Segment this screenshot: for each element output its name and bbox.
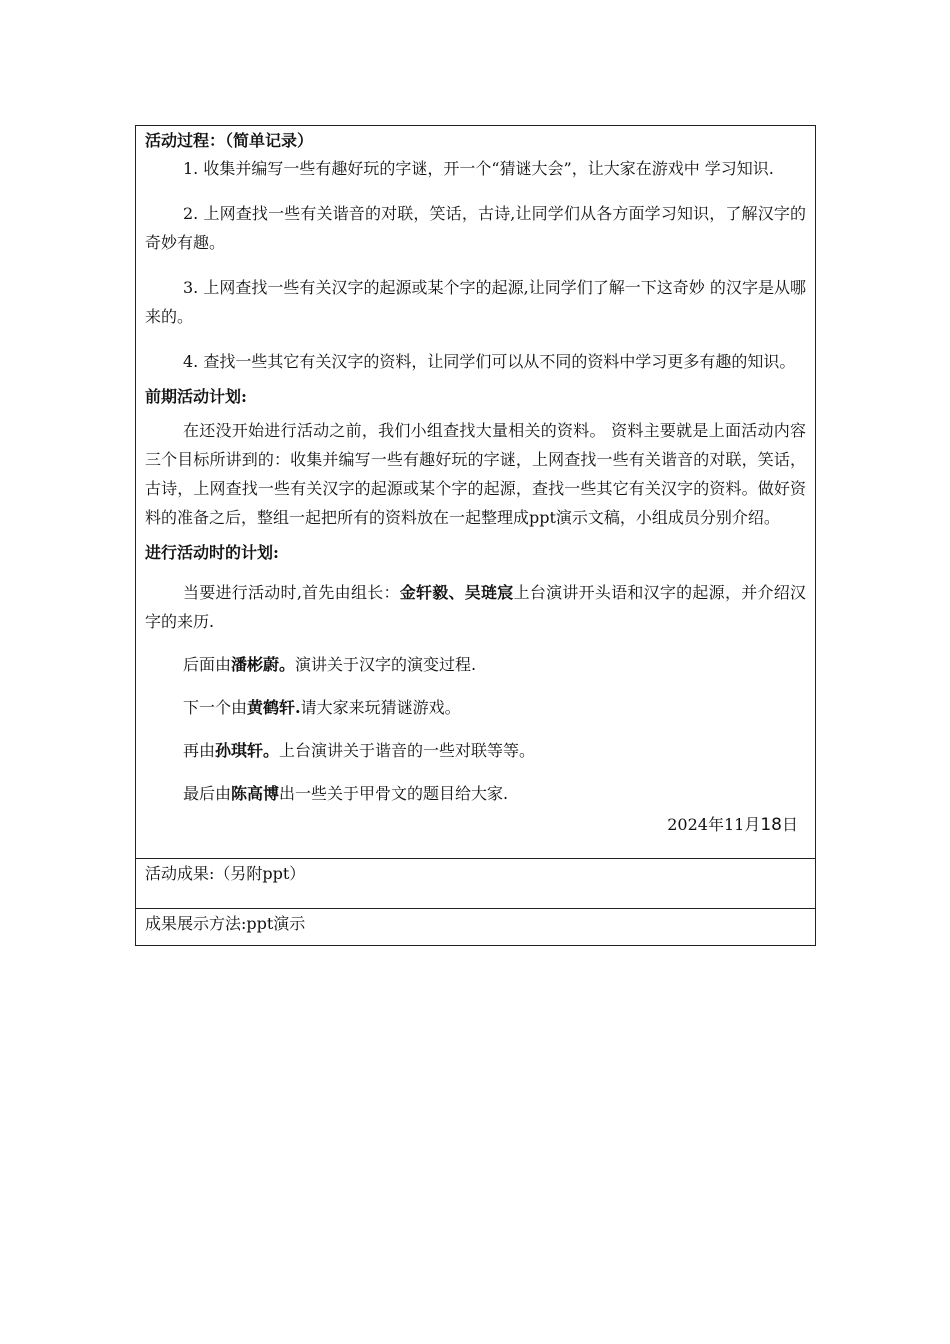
plan-3-after: 请大家来玩猜谜游戏。 [300, 698, 461, 717]
result-display-label: 成果展示方法:ppt演示 [145, 914, 306, 933]
plan-paragraph-1 [145, 578, 806, 636]
plan-5-name: 陈高博 [231, 784, 280, 803]
plan-2-before: 后面由 [183, 655, 232, 674]
activity-result-cell [136, 859, 815, 909]
plan-2-name: 潘彬蔚。 [231, 655, 296, 674]
activity-record-table [135, 125, 816, 946]
process-item-1: 1. 收集并编写一些有趣好玩的字谜，开一个“猜谜大会”，让大家在游戏中 学习知识. [183, 159, 774, 178]
activity-process-cell [136, 126, 815, 859]
plan-3-before: 下一个由 [183, 698, 248, 717]
plan-5-before: 最后由 [183, 784, 232, 803]
plan-paragraph-4 [145, 736, 806, 765]
record-date [145, 810, 806, 840]
activity-result-label: 活动成果:（另附ppt） [145, 864, 306, 883]
process-item-2: 2. 上网查找一些有关谐音的对联，笑话，古诗,让同学们从各方面学习知识，了解汉字的奇妙有趣。 [145, 204, 806, 252]
plan-4-before: 再由 [183, 741, 216, 760]
plan-paragraph-5 [145, 779, 806, 808]
plan-1-names: 金轩毅、吴琏宸 [399, 583, 514, 602]
date-prefix: 2024年11月 [667, 815, 761, 834]
process-item-3: 3. 上网查找一些有关汉字的起源或某个字的起源,让同学们了解一下这奇妙 的汉字是从哪来的。 [145, 278, 806, 326]
plan-1-after: 上台演讲开头语和汉字的起源，并介绍汉字的来历. [145, 583, 806, 631]
process-item-4: 4. 查找一些其它有关汉字的资料，让同学们可以从不同的资料中学习更多有趣的知识。 [183, 352, 796, 371]
activity-plan-heading: 进行活动时的计划: [145, 543, 279, 562]
plan-4-name: 孙琪轩。 [215, 741, 280, 760]
process-heading: 活动过程：（简单记录） [145, 131, 314, 150]
pre-plan-heading: 前期活动计划: [145, 387, 247, 406]
date-day: 18 [760, 815, 782, 835]
plan-1-before: 当要进行活动时,首先由组长： [183, 583, 400, 602]
plan-2-after: 演讲关于汉字的演变过程. [295, 655, 477, 674]
date-suffix: 日 [781, 815, 798, 834]
result-display-cell [136, 909, 815, 945]
plan-4-after: 上台演讲关于谐音的一些对联等等。 [279, 741, 536, 760]
plan-paragraph-2 [145, 650, 806, 679]
plan-5-after: 出一些关于甲骨文的题目给大家. [279, 784, 509, 803]
plan-paragraph-3 [145, 693, 806, 722]
plan-3-name: 黄鹤轩. [247, 698, 301, 717]
pre-plan-text: 在还没开始进行活动之前，我们小组查找大量相关的资料。 资料主要就是上面活动内容三个目标所讲到的：收集并编写一些有趣好玩的字谜，上网查找一些有关谐音的对联，笑话，古诗，上网查找一些有关汉字的起源或某个字的起源，查找一些其它有关汉字的资料。做好资料的准备之后，整组一起把所有的资料放在一起整理成ppt演示文稿，小组成员分别介绍。 [145, 421, 806, 527]
